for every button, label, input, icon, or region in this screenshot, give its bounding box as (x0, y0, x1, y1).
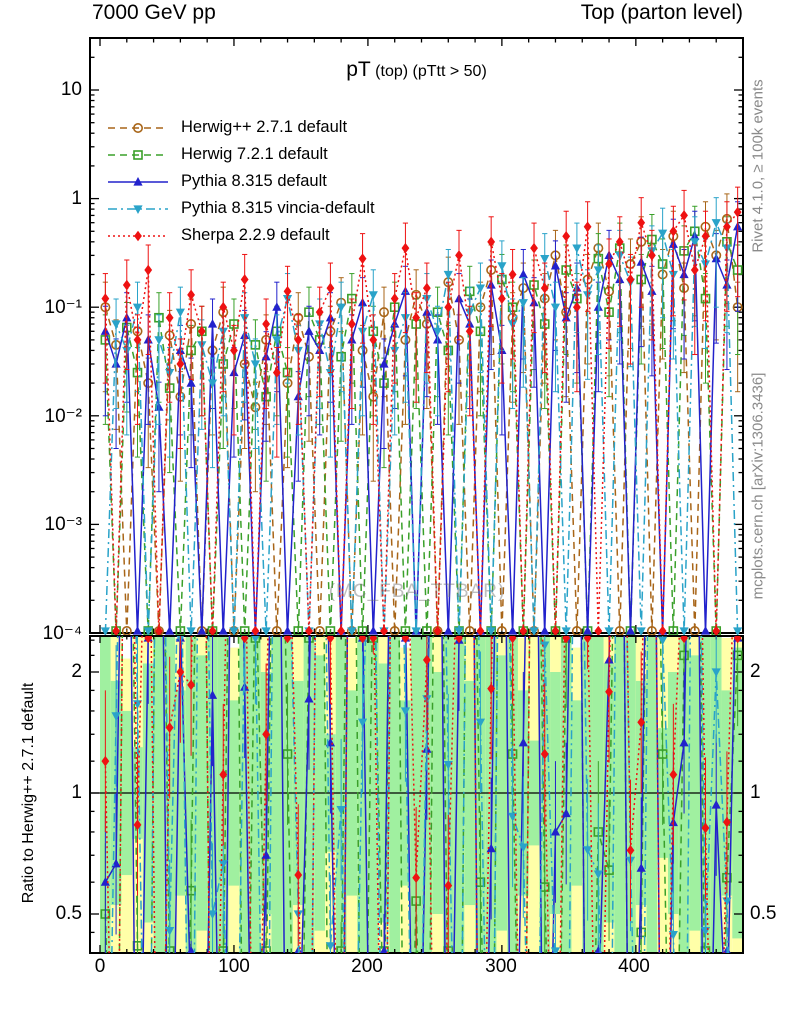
legend (106, 114, 375, 249)
main-series (101, 187, 742, 636)
legend-sample-herwigpp-icon (106, 120, 170, 136)
mcplots-credit-note: mcplots.cern.ch [arXiv:1306.3436] (749, 372, 767, 600)
legend-item-sherpa (106, 222, 375, 249)
legend-sample-pythia-vincia-icon (106, 201, 170, 217)
plot-title-main: pT (346, 58, 371, 81)
process-label: Top (parton level) (580, 1, 743, 24)
ratio-tick-05-right: 0.5 (750, 903, 777, 924)
xtick-400: 400 (618, 956, 650, 977)
xtick-0: 0 (94, 956, 106, 977)
legend-item-pythia-default (106, 168, 375, 195)
ratio-tick-1-right: 1 (750, 782, 761, 803)
legend-label: Herwig++ 2.7.1 default (181, 118, 348, 136)
legend-label: Pythia 8.315 vincia-default (181, 199, 375, 217)
ratio-axis-label: Ratio to Herwig++ 2.7.1 default (20, 682, 37, 904)
legend-label: Pythia 8.315 default (181, 172, 327, 190)
ytick-10: 10 (60, 79, 82, 100)
ratio-tick-1-left: 1 (71, 782, 82, 803)
legend-label: Sherpa 2.2.9 default (181, 226, 330, 244)
ratio-tick-05-left: 0.5 (55, 903, 82, 924)
legend-item-herwigpp (106, 114, 375, 141)
xtick-100: 100 (218, 956, 250, 977)
series-herwig-7.2.1-default (101, 206, 741, 635)
analysis-watermark: (MC_FBA_TTBAR) (328, 581, 506, 602)
legend-sample-herwig7-icon (106, 147, 170, 163)
ratio-tick-2-left: 2 (71, 661, 82, 682)
plot-title (90, 58, 743, 82)
ytick-1: 1 (71, 188, 82, 209)
ratio-tick-2-right: 2 (750, 661, 761, 682)
legend-label: Herwig 7.2.1 default (181, 145, 328, 163)
ytick-1e-1: 10⁻¹ (44, 297, 82, 318)
xtick-300: 300 (485, 956, 517, 977)
plot-title-cut: (top) (pTtt > 50) (370, 63, 487, 80)
legend-sample-pythia-default-icon (106, 174, 170, 190)
xtick-200: 200 (351, 956, 383, 977)
rivet-version-note: Rivet 4.1.0, ≥ 100k events (749, 79, 767, 253)
legend-item-herwig7 (106, 141, 375, 168)
legend-sample-sherpa-icon (106, 228, 170, 244)
ytick-1e-4: 10⁻⁴ (42, 623, 82, 644)
series-herwig-2.7.1-default (101, 194, 742, 635)
beam-label: 7000 GeV pp (92, 1, 216, 24)
ytick-1e-2: 10⁻² (44, 406, 82, 427)
ytick-1e-3: 10⁻³ (44, 514, 82, 535)
legend-item-pythia-vincia (106, 195, 375, 222)
